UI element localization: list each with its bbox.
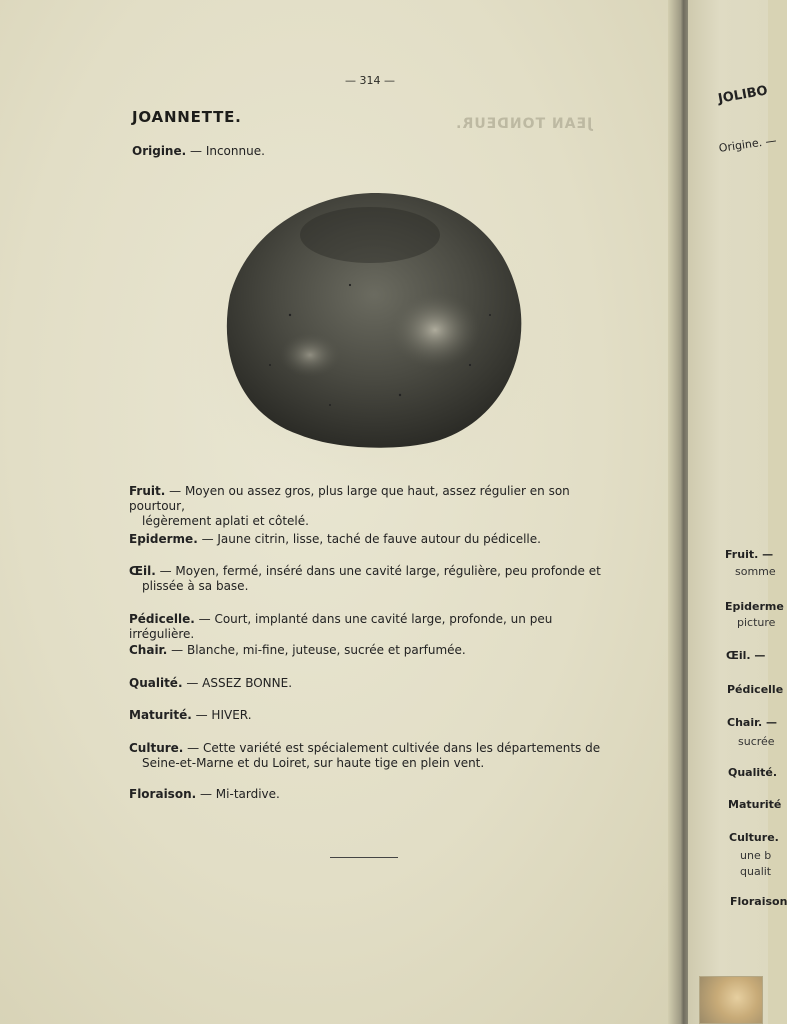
origin-line (132, 144, 265, 158)
entry-label: Culture. (129, 741, 184, 755)
entry-label: Fruit. (129, 484, 166, 498)
entry-fruit (129, 484, 607, 529)
entry-continuation: légèrement aplati et côtelé. (142, 514, 309, 528)
entry-label: Œil. (129, 564, 156, 578)
entry-culture (129, 741, 607, 771)
entry-text: — Moyen, fermé, inséré dans une cavité large, régulière, peu profonde et (155, 564, 601, 578)
right-label: Œil. — (726, 649, 766, 662)
right-page-title: JOLIBO (717, 83, 769, 107)
entry-label: Chair. (129, 643, 168, 657)
right-subline: qualit (740, 865, 772, 878)
right-subline: sucrée (738, 735, 775, 748)
entry-continuation: Seine-et-Marne et du Loiret, sur haute tige en plein vent. (142, 756, 485, 770)
entry-label: Epiderme. (129, 532, 198, 546)
entry-text: — HIVER. (191, 708, 252, 722)
origin-text: — Inconnue. (186, 144, 265, 158)
entry-maturite (129, 708, 607, 723)
page-title: JOANNETTE. (132, 108, 242, 126)
entry-label: Maturité. (129, 708, 192, 722)
right-subline: une b (740, 849, 772, 862)
entry-pedicelle (129, 612, 607, 642)
entry-text: — Jaune citrin, lisse, taché de fauve autour du pédicelle. (197, 532, 541, 546)
entry-continuation: plissée à sa base. (142, 579, 249, 593)
right-label: Culture. (729, 831, 779, 844)
entry-oeil (129, 564, 607, 594)
entry-label: Pédicelle. (129, 612, 195, 626)
right-subline: picture (737, 616, 776, 629)
entry-text: — Blanche, mi-fine, juteuse, sucrée et parfumée. (167, 643, 466, 657)
show-through-title: JEAN TONDEUR. (455, 116, 593, 132)
origin-label: Origine. (132, 144, 187, 158)
entry-qualite (129, 676, 607, 691)
entry-text: — Mi-tardive. (196, 787, 280, 801)
entry-text: — ASSEZ BONNE. (182, 676, 293, 690)
entry-text: — Court, implanté dans une cavité large, profonde, un peu irrégulière. (129, 612, 553, 641)
entry-label: Qualité. (129, 676, 183, 690)
entry-text: — Moyen ou assez gros, plus large que haut, assez régulier en son pourtour, (129, 484, 570, 513)
right-label: Floraison (730, 895, 787, 908)
right-label: Epiderme (725, 600, 784, 613)
page-number: — 314 — (345, 74, 395, 87)
right-subline: somme (735, 565, 776, 578)
entry-floraison (129, 787, 607, 802)
entry-epiderme (129, 532, 607, 547)
right-label: Pédicelle (727, 683, 784, 696)
entry-chair (129, 643, 607, 658)
entry-text: — Cette variété est spécialement cultivée dans les départements de (183, 741, 601, 755)
right-label: Chair. — (727, 716, 777, 729)
right-page-origin: Origine. — (718, 133, 778, 155)
right-label: Fruit. — (725, 548, 774, 561)
entry-label: Floraison. (129, 787, 197, 801)
right-label: Maturité (728, 798, 782, 811)
apple-illustration (170, 185, 570, 485)
section-divider (330, 857, 398, 858)
corner-thumbnail (699, 976, 763, 1024)
right-label: Qualité. (728, 766, 778, 779)
